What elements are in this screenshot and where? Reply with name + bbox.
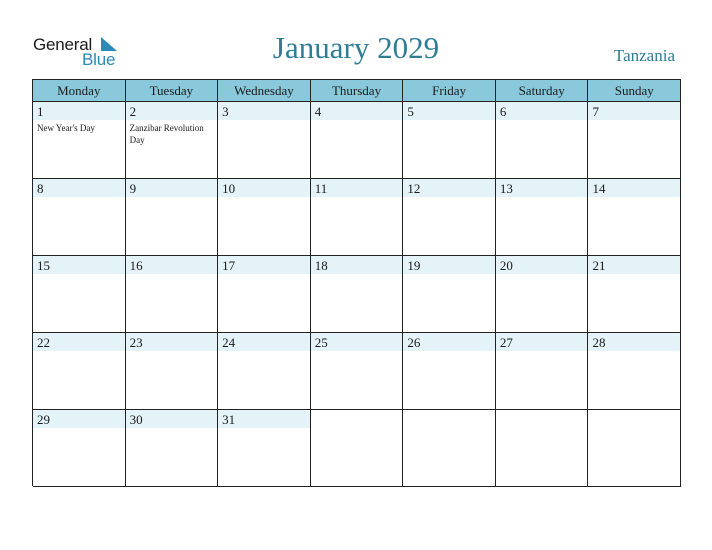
day-number: 9	[129, 181, 137, 196]
day-number-band	[126, 179, 218, 197]
day-number-band	[311, 102, 403, 120]
holiday-label: New Year's Day	[37, 123, 95, 133]
day-cell	[588, 410, 681, 487]
day-number: 12	[407, 181, 421, 196]
day-number: 5	[407, 104, 414, 119]
day-number: 22	[37, 335, 50, 350]
day-number: 27	[499, 335, 513, 350]
day-number-band	[33, 102, 125, 120]
day-number-band	[218, 102, 310, 120]
week-row	[33, 333, 681, 410]
weekday-header: Wednesday	[218, 80, 311, 102]
day-cell	[33, 179, 126, 256]
day-number-band	[588, 102, 680, 120]
day-cell	[311, 333, 404, 410]
weekday-header: Tuesday	[126, 80, 219, 102]
day-cell	[311, 256, 404, 333]
day-number: 15	[37, 258, 50, 273]
week-row	[33, 256, 681, 333]
page-title: January 2029	[272, 30, 440, 65]
weeks-container	[33, 102, 681, 487]
weekday-header: Monday	[33, 80, 126, 102]
day-cell	[403, 256, 496, 333]
day-number: 25	[314, 335, 328, 350]
day-number: 19	[407, 258, 421, 273]
day-number: 4	[314, 104, 322, 119]
day-number: 11	[314, 181, 328, 196]
day-number: 23	[129, 335, 143, 350]
day-cell	[126, 333, 219, 410]
day-cell	[403, 179, 496, 256]
logo-text-blue: Blue	[82, 50, 116, 69]
week-row	[33, 102, 681, 179]
day-cell	[311, 410, 404, 487]
day-cell	[311, 179, 404, 256]
day-cell	[311, 102, 404, 179]
day-number: 24	[222, 335, 236, 350]
day-number: 10	[222, 181, 236, 196]
day-cell	[403, 102, 496, 179]
day-number: 2	[129, 104, 137, 119]
day-number: 3	[222, 104, 229, 119]
day-cell	[218, 256, 311, 333]
weekday-header: Saturday	[496, 80, 589, 102]
day-cell	[588, 256, 681, 333]
day-number-band	[403, 102, 495, 120]
weekday-header: Thursday	[311, 80, 404, 102]
day-cell	[33, 410, 126, 487]
day-cell	[33, 333, 126, 410]
weekday-header-row	[33, 80, 681, 102]
calendar-grid	[32, 79, 681, 486]
holiday-label: Zanzibar Revolution Day	[129, 123, 204, 145]
day-number: 26	[407, 335, 421, 350]
day-number: 20	[499, 258, 513, 273]
day-cell	[126, 256, 219, 333]
weekday-header: Sunday	[588, 80, 681, 102]
day-cell	[588, 102, 681, 179]
day-number-band	[33, 179, 125, 197]
day-number: 7	[592, 104, 599, 119]
country-label: Tanzania	[613, 46, 675, 65]
day-number: 8	[37, 181, 44, 196]
day-number: 6	[499, 104, 507, 119]
day-cell	[126, 102, 219, 179]
day-number: 1	[37, 104, 44, 119]
day-cell	[496, 410, 589, 487]
day-number: 16	[129, 258, 143, 273]
day-number-band	[126, 102, 218, 120]
logo-text-general: General	[33, 35, 93, 54]
day-cell	[496, 179, 589, 256]
day-cell	[588, 333, 681, 410]
day-number: 21	[592, 258, 606, 273]
day-number-band	[496, 102, 588, 120]
day-cell	[218, 410, 311, 487]
day-number: 17	[222, 258, 236, 273]
day-cell	[218, 102, 311, 179]
day-number: 28	[592, 335, 606, 350]
week-row	[33, 410, 681, 487]
day-cell	[126, 410, 219, 487]
day-cell	[33, 102, 126, 179]
day-cell	[496, 333, 589, 410]
day-cell	[403, 333, 496, 410]
day-cell	[496, 256, 589, 333]
day-cell	[496, 102, 589, 179]
day-number: 29	[37, 412, 50, 427]
day-cell	[126, 179, 219, 256]
day-cell	[218, 179, 311, 256]
day-cell	[403, 410, 496, 487]
day-number: 18	[314, 258, 328, 273]
day-number: 30	[129, 412, 143, 427]
day-number: 14	[592, 181, 606, 196]
week-row	[33, 179, 681, 256]
day-cell	[218, 333, 311, 410]
day-number: 13	[499, 181, 513, 196]
day-cell	[588, 179, 681, 256]
day-cell	[33, 256, 126, 333]
day-number: 31	[222, 412, 236, 427]
weekday-header: Friday	[403, 80, 496, 102]
